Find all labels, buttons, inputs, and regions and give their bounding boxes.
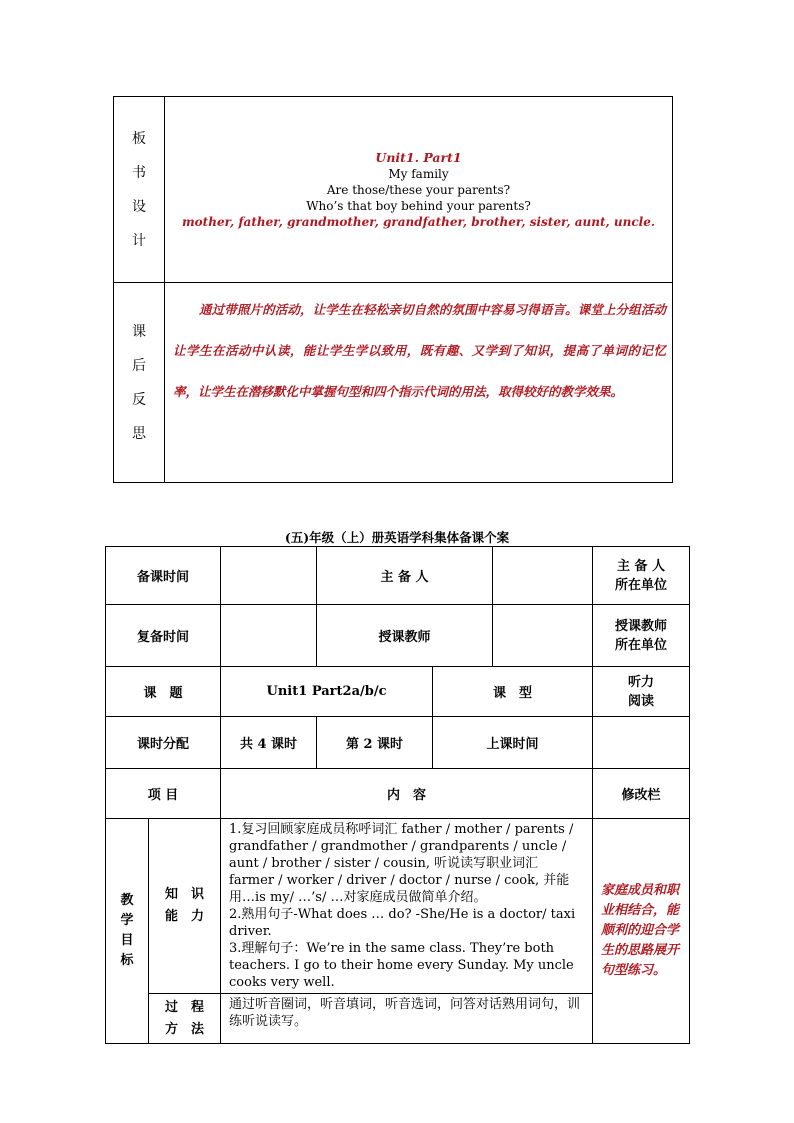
- label-char: 学: [120, 913, 134, 928]
- label-char: 反: [132, 391, 146, 408]
- board-design-content: [165, 97, 673, 283]
- label-char: 书: [132, 164, 146, 181]
- current-period: 第 2 课时: [317, 717, 433, 769]
- reflection-label: [114, 283, 165, 483]
- label-line: 方 法: [165, 1021, 205, 1037]
- goal-item: 2.熟用句子-What does … do? -She/He is a doctor/ taxi driver.: [229, 907, 576, 939]
- item-label: 项 目: [106, 769, 221, 819]
- label-line: 听力: [628, 674, 655, 690]
- teaching-goals-label: [106, 819, 149, 1044]
- label-line: 阅读: [628, 693, 655, 709]
- total-periods: 共 4 课时: [221, 717, 317, 769]
- prep-time-label: 备课时间: [106, 547, 221, 605]
- class-time-value[interactable]: [593, 717, 690, 769]
- knowledge-ability-label: [149, 819, 221, 994]
- revision-label: 修改栏: [593, 769, 690, 819]
- board-vocab: mother, father, grandmother, grandfather, brother, sister, aunt, uncle.: [181, 214, 656, 229]
- board-line: My family: [388, 166, 449, 181]
- label-char: 后: [132, 357, 146, 374]
- topic-value: Unit1 Part2a/b/c: [221, 667, 433, 717]
- label-char: 板: [132, 130, 146, 147]
- board-title: Unit1. Part1: [375, 149, 462, 165]
- period-allocation-label: 课时分配: [106, 717, 221, 769]
- label-line: 主 备 人: [616, 558, 666, 574]
- prep-time-value[interactable]: [221, 547, 317, 605]
- lead-preparer-label: 主 备 人: [317, 547, 493, 605]
- label-char: 思: [132, 425, 146, 442]
- lead-preparer-value[interactable]: [493, 547, 593, 605]
- teacher-label: 授课教师: [317, 605, 493, 667]
- label-char: 计: [132, 232, 146, 249]
- class-time-label: 上课时间: [433, 717, 593, 769]
- board-design-label: [114, 97, 165, 283]
- content-label: 内 容: [221, 769, 593, 819]
- lesson-plan-table: [105, 546, 690, 1044]
- process-method-content: 通过听音圈词，听音填词，听音选词，问答对话熟用词句，训练听说读写。: [221, 994, 593, 1044]
- goal-item: 3.理解句子：We’re in the same class. They’re both teachers. I go to their home every Sunday. My uncle cooks very well.: [229, 941, 574, 990]
- teacher-unit-label: [593, 605, 690, 667]
- label-line: 能 力: [165, 909, 205, 924]
- page-heading: (五)年级（上）册英语学科集体备课个案: [284, 530, 510, 545]
- lesson-type-label: 课 型: [433, 667, 593, 717]
- process-method-label: [149, 994, 221, 1044]
- label-char: 设: [132, 198, 146, 215]
- label-line: 所在单位: [615, 637, 668, 653]
- goal-item: 1.复习回顾家庭成员称呼词汇 father / mother / parents / grandfather / grandmother / grandparents / uncle / aunt / brother / sister / cousin, 听说读写职业词汇 farmer / worker / driver / doctor / nurse / cook, 并能用…is my/ …’s/ …对家庭成员做简单介绍。: [229, 822, 574, 905]
- label-line: 知 识: [165, 887, 205, 902]
- review-time-value[interactable]: [221, 605, 317, 667]
- lesson-type-value: [593, 667, 690, 717]
- teacher-value[interactable]: [493, 605, 593, 667]
- revision-note: 家庭成员和职业相结合，能顺利的迎合学生的思路展开句型练习。: [593, 819, 690, 1044]
- reflection-text: 通过带照片的活动，让学生在轻松亲切自然的氛围中容易习得语言。课堂上分组活动让学生在活动中认读，能让学生学以致用，既有趣、又学到了知识，提高了单词的记忆率，让学生在潜移默化中掌握句型和四个指示代词的用法，取得较好的教学效果。: [173, 302, 666, 399]
- label-char: 目: [120, 933, 134, 948]
- review-time-label: 复备时间: [106, 605, 221, 667]
- label-char: 标: [120, 953, 134, 968]
- label-line: 所在单位: [615, 577, 668, 593]
- label-char: 教: [120, 893, 134, 908]
- board-line: Who’s that boy behind your parents?: [306, 198, 531, 213]
- lead-preparer-unit-label: [593, 547, 690, 605]
- reflection-content: [165, 283, 673, 483]
- knowledge-ability-content: [221, 819, 593, 994]
- lesson-plan-top-table: [113, 96, 673, 483]
- label-char: 课: [132, 323, 146, 340]
- board-line: Are those/these your parents?: [326, 182, 511, 197]
- label-line: 过 程: [165, 999, 205, 1015]
- topic-label: 课 题: [106, 667, 221, 717]
- label-line: 授课教师: [615, 618, 668, 634]
